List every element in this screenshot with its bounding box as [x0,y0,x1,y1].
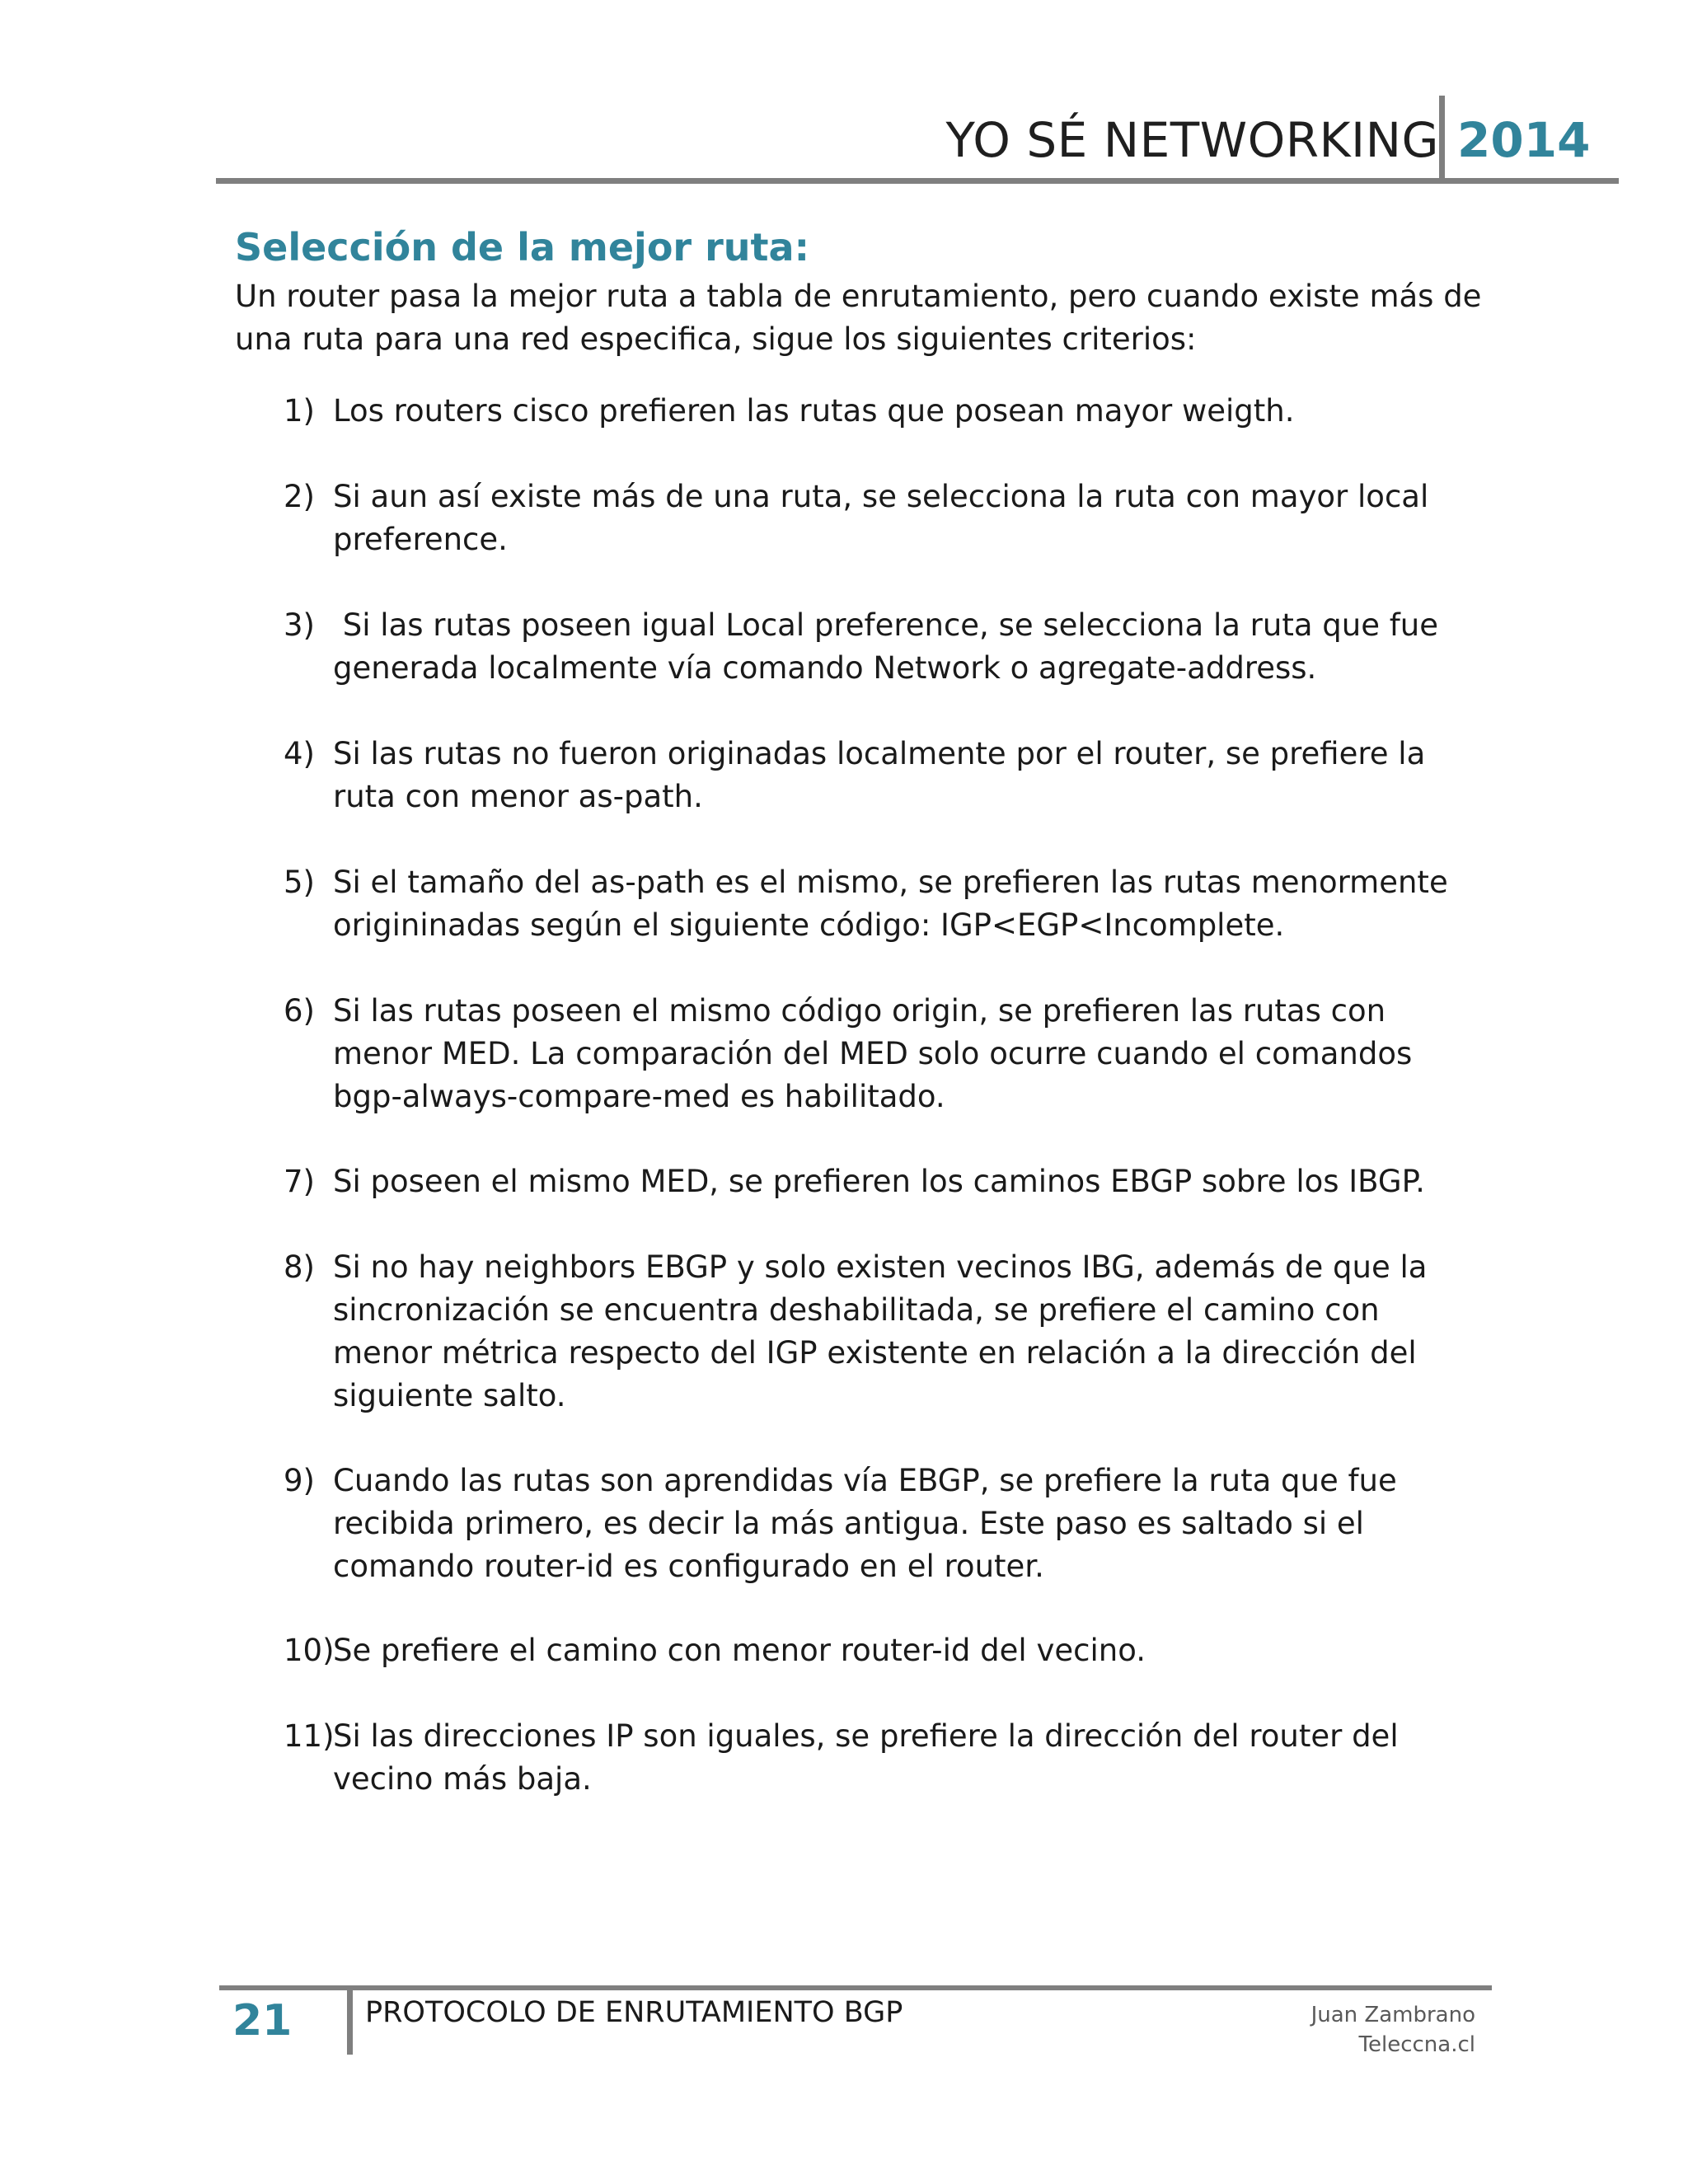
list-item-text: Se prefiere el camino con menor router-id del vecino. [333,1633,1146,1668]
list-item-text: Si no hay neighbors EBGP y solo existen vecinos IBG, además de que la sincronización se encuentra deshabilitada, se prefiere el camino con menor métrica respecto del IGP existente en relación a la dirección del siguiente salto. [333,1249,1428,1413]
list-item-number: 7) [284,1164,315,1199]
list-item-text: Si las rutas poseen el mismo código origin, se prefieren las rutas con menor MED. La comparación del MED solo ocurre cuando el comandos bgp-always-compare-med es habilitado. [333,993,1413,1114]
list-item-number: 9) [284,1463,315,1498]
header-title: YO SÉ NETWORKING [945,112,1439,168]
list-item-text: Si las rutas no fueron originadas localmente por el router, se prefiere la ruta con menor as-path. [333,736,1426,814]
footer-divider [347,1985,353,2055]
section-heading: Selección de la mejor ruta: [235,225,809,269]
list-item-text: Cuando las rutas son aprendidas vía EBGP, se prefiere la ruta que fue recibida primero, es decir la más antigua. Este paso es saltado si el comando router-id es configurado en el router. [333,1463,1397,1584]
header-year: 2014 [1457,112,1591,168]
footer-site: Teleccna.cl [1358,2032,1475,2057]
footer-rule [219,1985,1492,1990]
list-item-text: Los routers cisco prefieren las rutas que posean mayor weigth. [333,393,1295,429]
list-item-number: 10) [284,1633,335,1668]
list-item-number: 4) [284,736,315,771]
footer-author: Juan Zambrano [1311,2003,1475,2027]
list-item-number: 6) [284,993,315,1029]
footer-chapter-title: PROTOCOLO DE ENRUTAMIENTO BGP [365,1996,903,2029]
list-item-text: Si las direcciones IP son iguales, se prefiere la dirección del router del vecino más baja. [333,1718,1399,1797]
list-item-text: Si poseen el mismo MED, se prefieren los caminos EBGP sobre los IBGP. [333,1164,1425,1199]
list-item-text: Si el tamaño del as-path es el mismo, se prefieren las rutas menormente origininadas según el siguiente código: IGP<EGP<Incomplete. [333,865,1448,943]
list-item-number: 1) [284,393,315,429]
intro-paragraph: Un router pasa la mejor ruta a tabla de enrutamiento, pero cuando existe más de una ruta para una red especifica, sigue los siguientes criterios: [235,279,1482,357]
list-item-number: 5) [284,865,315,900]
list-item-text: Si aun así existe más de una ruta, se selecciona la ruta con mayor local preference. [333,479,1429,557]
header-rule [216,178,1619,184]
header-divider [1439,96,1445,180]
page-number: 21 [232,1996,293,2046]
list-item-number: 11) [284,1718,335,1754]
list-item-number: 8) [284,1249,315,1285]
list-item-text: Si las rutas poseen igual Local preference, se selecciona la ruta que fue generada localmente vía comando Network o agregate-address. [333,607,1448,686]
list-item-number: 3) [284,607,315,643]
list-item-number: 2) [284,479,315,514]
